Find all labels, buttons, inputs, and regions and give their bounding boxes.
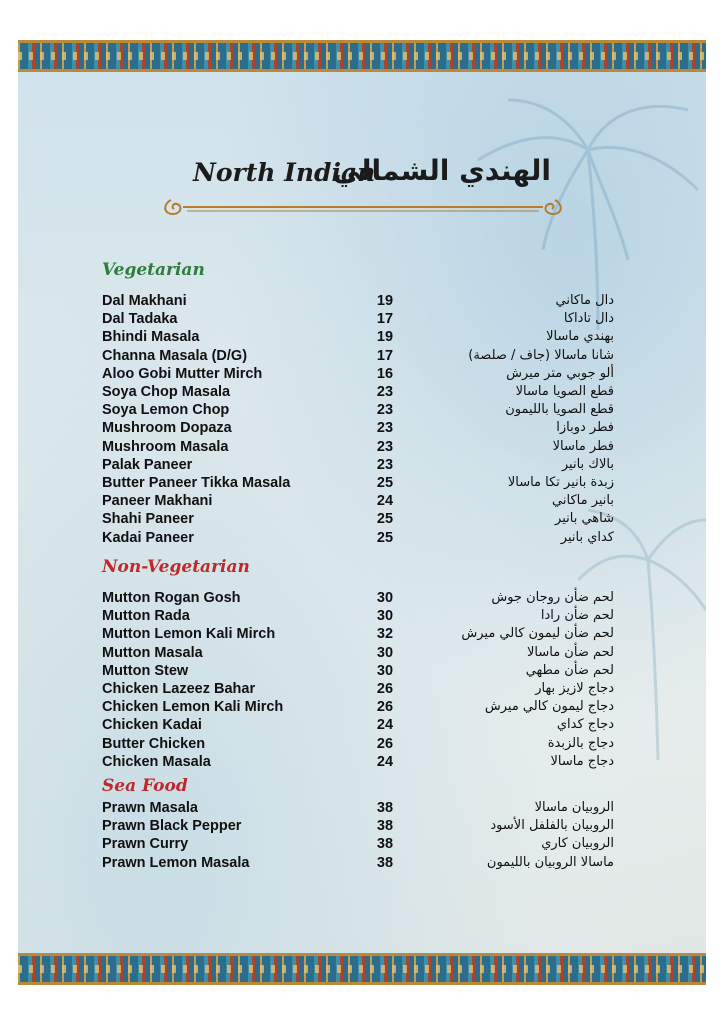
dish-name: Paneer Makhani: [102, 493, 213, 510]
menu-item-row: [18, 855, 706, 873]
dish-price: 25: [376, 475, 394, 491]
menu-item-row: [18, 645, 706, 663]
page-title: North Indian: [193, 158, 376, 187]
menu-item-row: [18, 754, 706, 772]
dish-price: 30: [376, 662, 394, 679]
dish-price: 32: [376, 626, 394, 643]
dish-name: Mutton Lemon Kali Mirch: [102, 626, 276, 643]
menu-item-row: [18, 511, 706, 529]
menu-item-row: [18, 293, 706, 311]
menu-item-row: [18, 439, 706, 457]
menu-item-row: [18, 420, 706, 438]
dish-price: 25: [376, 529, 394, 546]
menu-item-row: [18, 475, 706, 493]
dish-name-arabic: بهندي ماسالا: [546, 329, 614, 345]
dish-name: Prawn Curry: [102, 836, 189, 853]
menu-item-row: [18, 366, 706, 384]
dish-name: Prawn Black Pepper: [102, 818, 242, 835]
dish-name: Mutton Rada: [102, 608, 190, 625]
dish-price: 23: [376, 438, 394, 455]
dish-name: Dal Makhani: [102, 293, 187, 309]
dish-name-arabic: بانير ماكاني: [552, 493, 614, 509]
dish-name: Butter Chicken: [102, 735, 206, 752]
dish-name-arabic: لحم ضأن ليمون كالي ميرش: [461, 626, 614, 642]
dish-name-arabic: دجاج ماسالا: [550, 753, 614, 769]
section-heading: Vegetarian: [102, 260, 205, 280]
menu-item-row: [18, 590, 706, 608]
dish-name: Soya Lemon Chop: [102, 402, 230, 419]
dish-price: 26: [376, 699, 394, 716]
dish-price: 24: [376, 493, 394, 510]
dish-name: Mutton Masala: [102, 644, 203, 661]
dish-name-arabic: زبدة بانير تكا ماسالا: [507, 475, 614, 490]
dish-name-arabic: دجاج لازيز بهار: [535, 681, 614, 696]
dish-name: Kadai Paneer: [102, 529, 194, 546]
menu-item-row: [18, 608, 706, 626]
dish-name-arabic: كداي بانير: [560, 529, 614, 545]
dish-price: 19: [376, 329, 394, 346]
dish-name: Butter Paneer Tikka Masala: [102, 475, 291, 491]
dish-name: Dal Tadaka: [102, 311, 178, 328]
dish-price: 16: [376, 365, 394, 382]
dish-price: 23: [376, 384, 394, 400]
menu-item-row: [18, 800, 706, 818]
menu-item-row: [18, 530, 706, 548]
dish-price: 17: [376, 311, 394, 328]
dish-name: Mutton Rogan Gosh: [102, 590, 241, 606]
dish-name-arabic: دجاج ليمون كالي ميرش: [484, 699, 614, 715]
dish-price: 23: [376, 402, 394, 419]
dish-price: 23: [376, 420, 394, 437]
dish-name-arabic: ألو جوبي متر ميرش: [506, 365, 614, 381]
menu-item-row: [18, 818, 706, 836]
dish-name-arabic: قطع الصويا ماسالا: [515, 384, 614, 399]
dish-name-arabic: لحم ضأن رادا: [540, 608, 614, 624]
dish-name: Mushroom Dopaza: [102, 420, 232, 437]
dish-price: 38: [376, 818, 394, 835]
title-flourish-divider: [163, 194, 563, 220]
menu-item-row: [18, 402, 706, 420]
dish-name-arabic: دجاج بالزبدة: [547, 735, 614, 751]
menu-title-block: [163, 148, 563, 228]
dish-name: Chicken Kadai: [102, 717, 202, 734]
dish-name-arabic: دجاج كداي: [556, 717, 614, 733]
dish-name: Prawn Lemon Masala: [102, 854, 250, 871]
dish-price: 30: [376, 590, 394, 606]
top-ornamental-border: [18, 40, 706, 72]
menu-item-row: [18, 836, 706, 854]
dish-name-arabic: شانا ماسالا (جاف / صلصة): [468, 347, 614, 363]
menu-item-row: [18, 348, 706, 366]
dish-price: 24: [376, 717, 394, 734]
dish-price: 38: [376, 836, 394, 853]
menu-item-row: [18, 626, 706, 644]
menu-item-row: [18, 717, 706, 735]
dish-name-arabic: ماسالا الروبيان بالليمون: [486, 854, 614, 870]
dish-name-arabic: دال تاداكا: [563, 311, 614, 327]
dish-name: Mutton Stew: [102, 662, 189, 679]
dish-name-arabic: الروبيان كاري: [541, 836, 614, 852]
menu-item-row: [18, 329, 706, 347]
dish-name: Channa Masala (D/G): [102, 347, 248, 364]
menu-item-row: [18, 457, 706, 475]
dish-name: Chicken Lazeez Bahar: [102, 681, 256, 697]
dish-name-arabic: قطع الصويا بالليمون: [505, 402, 614, 418]
dish-name: Mushroom Masala: [102, 438, 229, 455]
menu-item-row: [18, 736, 706, 754]
dish-name-arabic: لحم ضأن روجان جوش: [491, 590, 614, 605]
menu-item-row: [18, 493, 706, 511]
menu-item-row: [18, 384, 706, 402]
menu-page: [18, 40, 706, 985]
dish-name-arabic: شاهي بانير: [555, 511, 614, 527]
dish-name-arabic: الروبيان بالفلفل الأسود: [490, 818, 614, 834]
dish-name-arabic: فطر دوبازا: [556, 420, 614, 436]
dish-name: Prawn Masala: [102, 800, 198, 816]
dish-price: 30: [376, 608, 394, 625]
dish-price: 23: [376, 456, 394, 473]
dish-name: Chicken Masala: [102, 753, 211, 770]
dish-price: 26: [376, 735, 394, 752]
dish-name: Aloo Gobi Mutter Mirch: [102, 365, 263, 382]
dish-name-arabic: دال ماكاني: [555, 293, 614, 308]
section-heading: Non-Vegetarian: [102, 557, 250, 577]
dish-name-arabic: لحم ضأن مطهي: [525, 662, 614, 678]
page-title-arabic: الهندي الشمالي: [332, 154, 551, 187]
dish-name: Palak Paneer: [102, 456, 193, 473]
dish-price: 26: [376, 681, 394, 697]
dish-name-arabic: لحم ضأن ماسالا: [526, 644, 614, 660]
menu-item-row: [18, 699, 706, 717]
dish-name: Soya Chop Masala: [102, 384, 231, 400]
dish-name: Shahi Paneer: [102, 511, 194, 528]
menu-item-row: [18, 663, 706, 681]
dish-price: 25: [376, 511, 394, 528]
dish-name-arabic: بالاك بانير: [561, 456, 614, 472]
dish-name: Chicken Lemon Kali Mirch: [102, 699, 284, 716]
dish-name-arabic: فطر ماسالا: [552, 438, 614, 454]
dish-price: 24: [376, 753, 394, 770]
dish-price: 38: [376, 800, 394, 816]
bottom-ornamental-border: [18, 953, 706, 985]
dish-price: 30: [376, 644, 394, 661]
dish-name-arabic: الروبيان ماسالا: [534, 800, 614, 815]
dish-name: Bhindi Masala: [102, 329, 200, 346]
section-heading: Sea Food: [102, 776, 188, 796]
dish-price: 17: [376, 347, 394, 364]
menu-item-row: [18, 311, 706, 329]
menu-item-row: [18, 681, 706, 699]
dish-price: 19: [376, 293, 394, 309]
dish-price: 38: [376, 854, 394, 871]
